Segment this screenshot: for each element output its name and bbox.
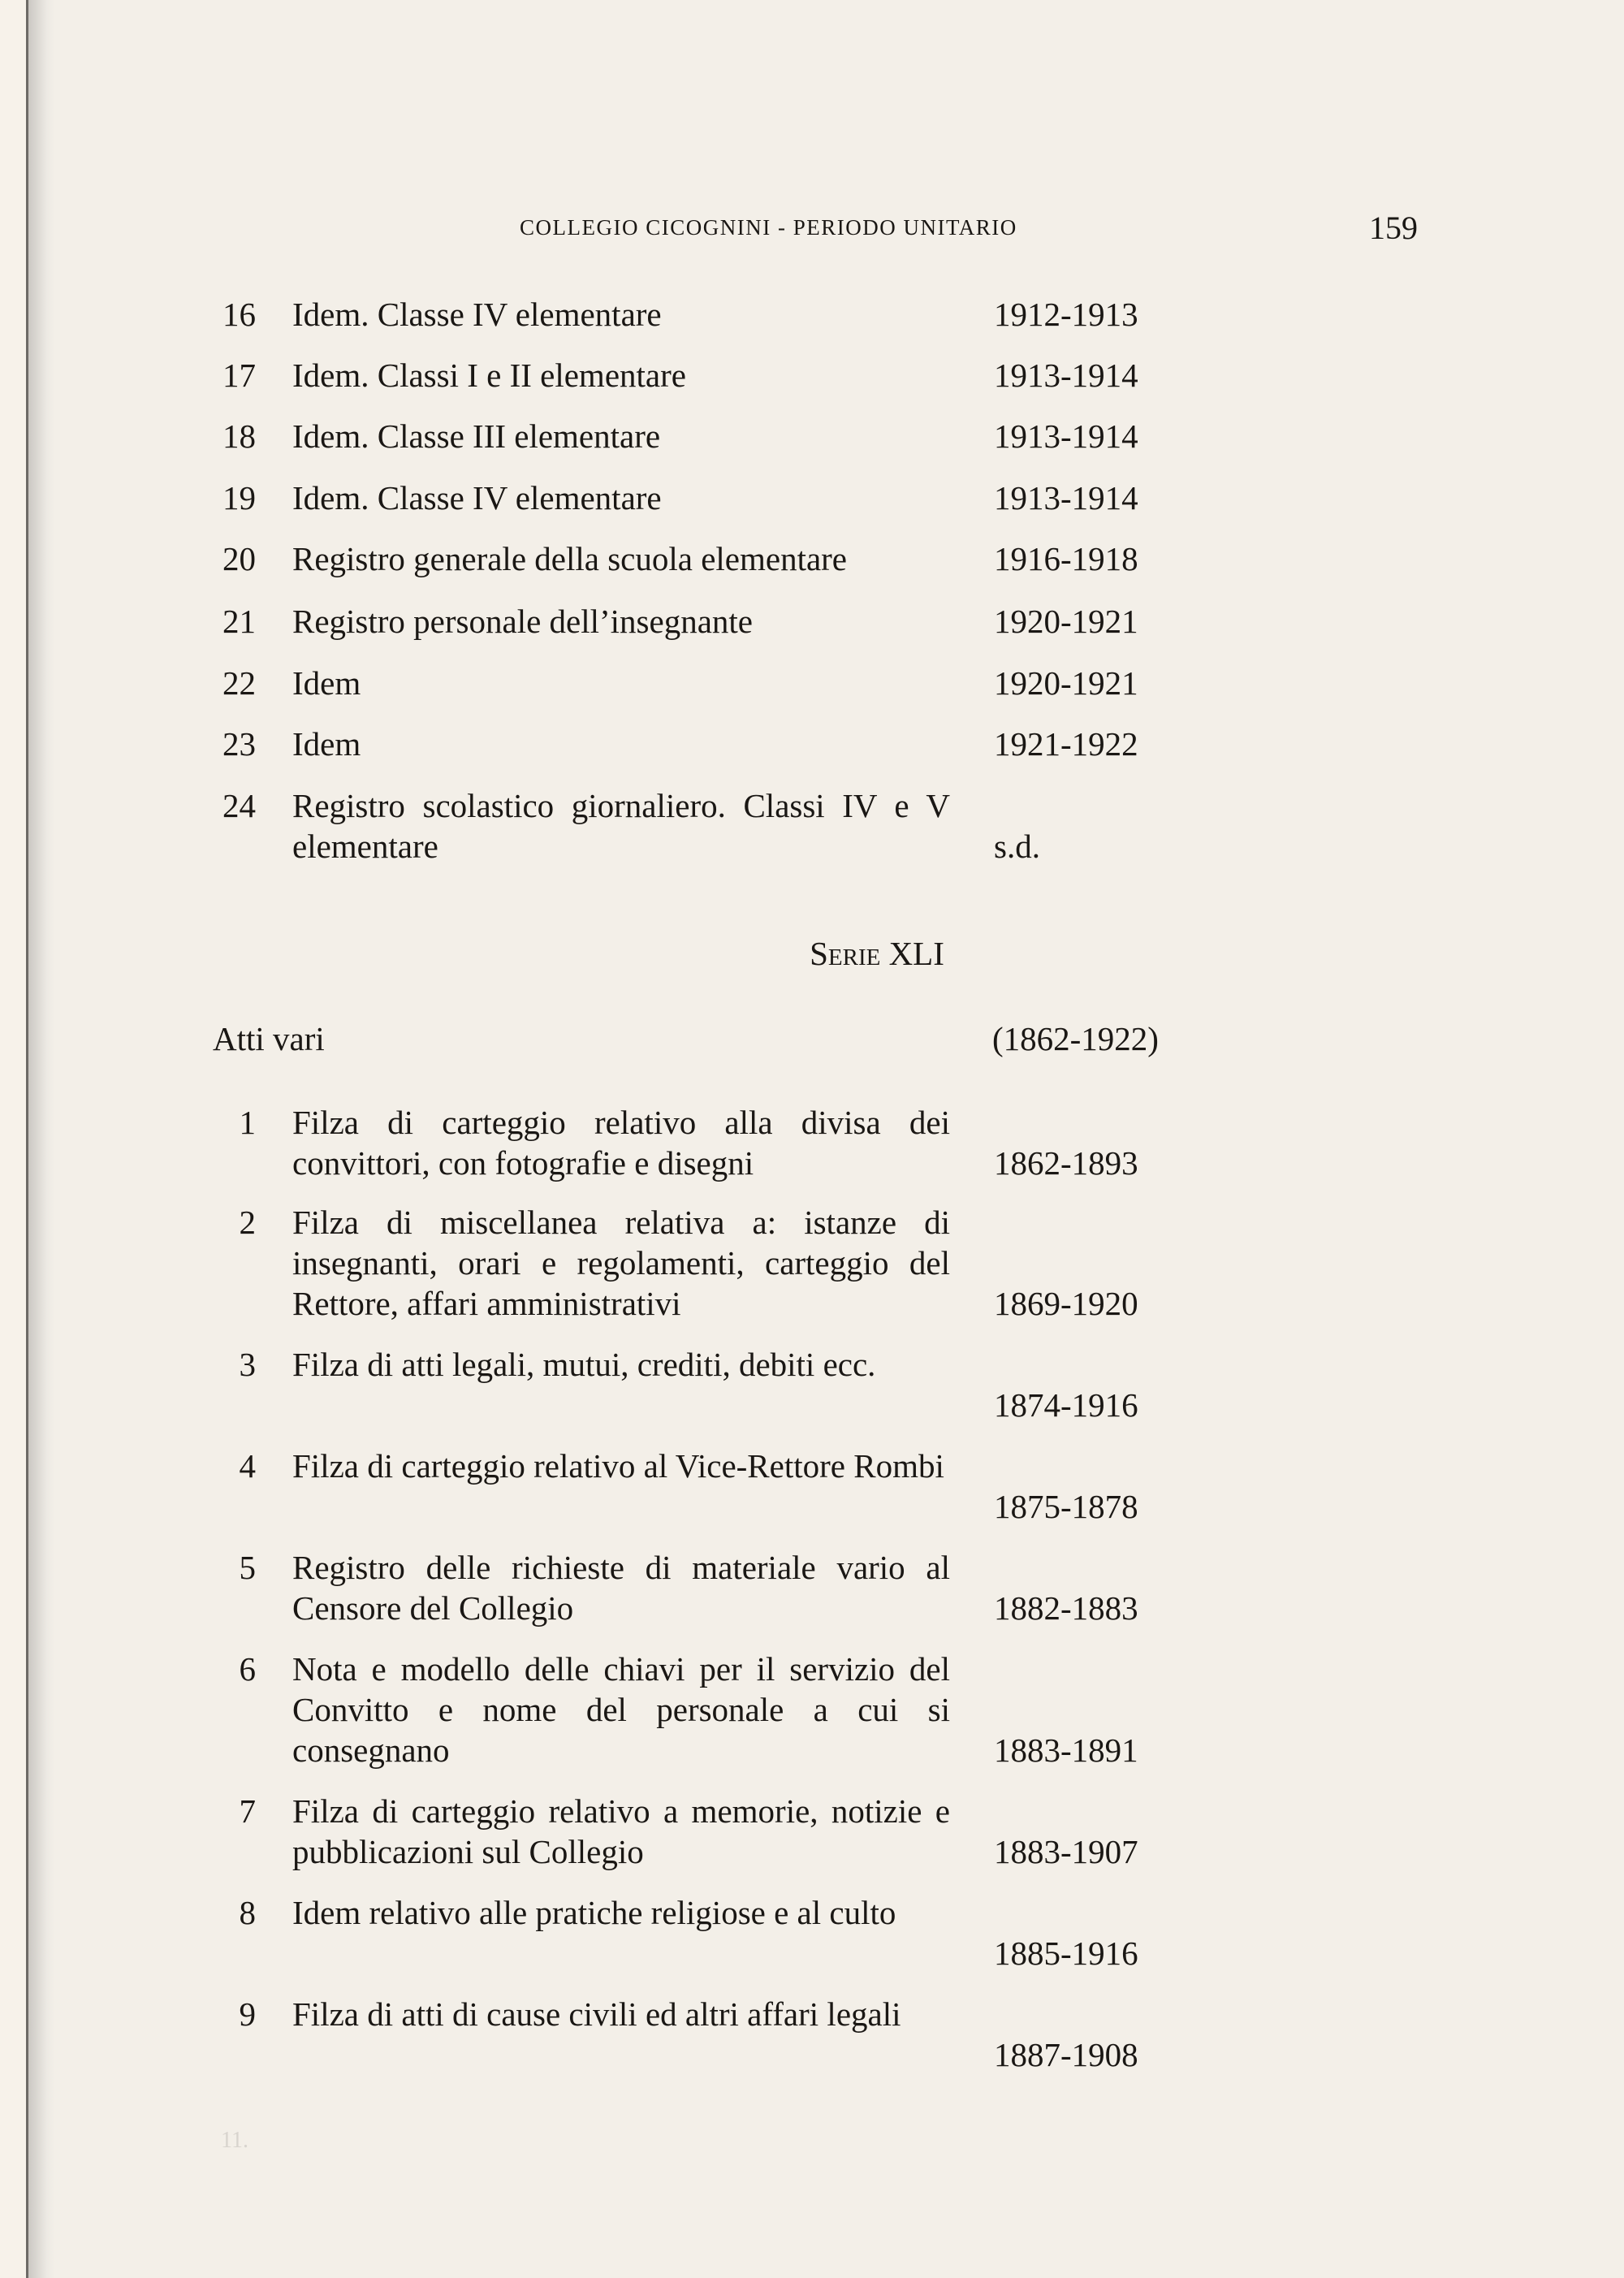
page-number: 159: [1369, 210, 1418, 246]
entry-description: Nota e modello delle chiavi per il servizio del Convitto e nome del personale a cui si consegnano: [292, 1650, 950, 1769]
entry-description: Registro scolastico giornaliero. Classi IV e V elementare: [292, 787, 950, 865]
entry-date: 1912-1913: [994, 296, 1138, 333]
entry-description: Filza di miscellanea relativa a: istanze di insegnanti, orari e regolamenti, carteggio del Rettore, affari amministrativi: [292, 1204, 950, 1322]
entry-date: 1913-1914: [994, 417, 1138, 455]
entry-date: 1875-1878: [994, 1488, 1138, 1525]
entry-description: Idem. Classe IV elementare: [292, 479, 662, 517]
entry-description: Registro personale dell’insegnante: [292, 603, 753, 640]
entry-number: 22: [222, 664, 256, 702]
entry-number: 3: [239, 1346, 256, 1383]
entry-number: 8: [239, 1894, 256, 1931]
entry-number: 16: [222, 296, 256, 333]
entry-description: Idem. Classi I e II elementare: [292, 357, 686, 394]
running-head: [0, 210, 1624, 248]
entry-date: 1883-1891: [994, 1731, 1138, 1769]
entry-description: Filza di carteggio relativo al Vice-Rettore Rombi: [292, 1447, 944, 1485]
entry-number: 23: [222, 725, 256, 763]
entry-number: 6: [239, 1650, 256, 1688]
entry-date: 1882-1883: [994, 1589, 1138, 1627]
running-title: COLLEGIO CICOGNINI - PERIODO UNITARIO: [520, 215, 1017, 240]
page-binding-edge: [0, 0, 28, 2278]
entry-date: 1887-1908: [994, 2036, 1138, 2073]
entry-number: 21: [222, 603, 256, 640]
entry-description: Idem. Classe IV elementare: [292, 296, 662, 333]
entry-date: 1921-1922: [994, 725, 1138, 763]
entry-description: Idem: [292, 664, 361, 702]
entry-number: 2: [239, 1204, 256, 1241]
entry-date: 1883-1907: [994, 1833, 1138, 1870]
entry-description: Registro delle richieste di materiale vario al Censore del Collegio: [292, 1549, 950, 1627]
section-label: Atti vari: [213, 1020, 325, 1057]
entry-number: 20: [222, 540, 256, 577]
entry-description: Idem relativo alle pratiche religiose e al culto: [292, 1894, 896, 1931]
entry-date: 1913-1914: [994, 479, 1138, 517]
entry-description: Idem. Classe III elementare: [292, 417, 661, 455]
entry-number: 9: [239, 1995, 256, 2033]
entry-description: Filza di atti legali, mutui, crediti, debiti ecc.: [292, 1346, 876, 1383]
entry-number: 17: [222, 357, 256, 394]
entry-date: s.d.: [994, 828, 1040, 865]
entry-number: 5: [239, 1549, 256, 1586]
entry-description: Filza di atti di cause civili ed altri affari legali: [292, 1995, 901, 2033]
entry-date: 1885-1916: [994, 1934, 1138, 1972]
entry-date: 1916-1918: [994, 540, 1138, 577]
entry-description: Idem: [292, 725, 361, 763]
entry-description: Filza di carteggio relativo a memorie, notizie e pubblicazioni sul Collegio: [292, 1792, 950, 1870]
signature-mark: 11.: [221, 2128, 248, 2153]
entry-date: 1920-1921: [994, 664, 1138, 702]
entry-description: Registro generale della scuola elementare: [292, 540, 848, 577]
entry-number: 7: [239, 1792, 256, 1830]
entry-date: 1869-1920: [994, 1285, 1138, 1322]
section-date-range: (1862-1922): [992, 1020, 1159, 1057]
entry-number: 1: [239, 1104, 256, 1141]
entry-date: 1874-1916: [994, 1386, 1138, 1424]
entry-number: 4: [239, 1447, 256, 1485]
entry-number: 24: [222, 787, 256, 824]
serie-title: Serie XLI: [810, 935, 944, 972]
entry-description: Filza di carteggio relativo alla divisa dei convittori, con fotografie e disegni: [292, 1104, 950, 1182]
entry-date: 1913-1914: [994, 357, 1138, 394]
page-gutter-shadow: [28, 0, 54, 2278]
entry-date: 1862-1893: [994, 1144, 1138, 1182]
entry-number: 19: [222, 479, 256, 517]
entry-number: 18: [222, 417, 256, 455]
entry-date: 1920-1921: [994, 603, 1138, 640]
